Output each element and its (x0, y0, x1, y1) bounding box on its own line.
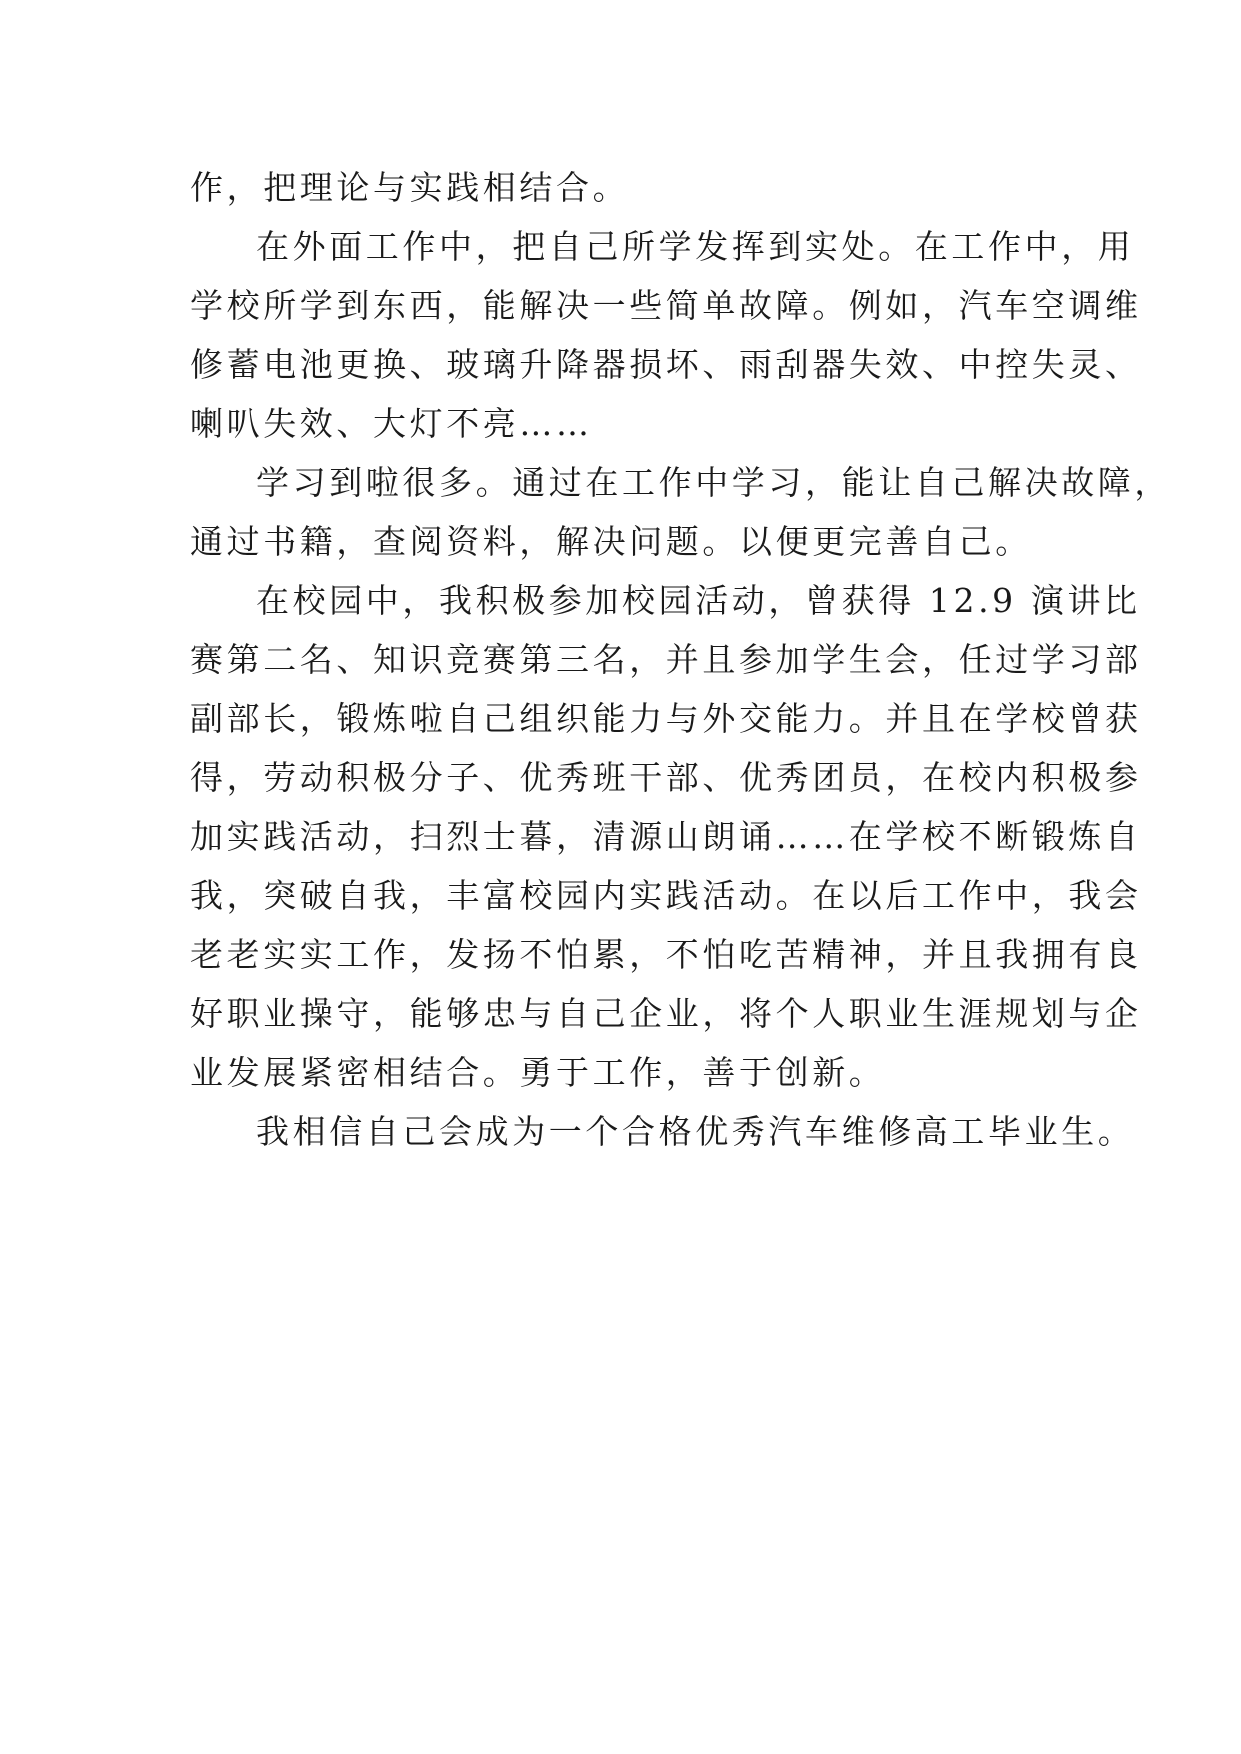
text-line: 喇叭失效、大灯不亮…… (190, 404, 593, 443)
text-line: 通过书籍，查阅资料，解决问题。以便更完善自己。 (190, 522, 1032, 561)
text-line: 我相信自己会成为一个合格优秀汽车维修高工毕业生。 (256, 1112, 1135, 1151)
text-line: 赛第二名、知识竞赛第三名，并且参加学生会，任过学习部 (190, 640, 1142, 679)
text-line: 我，突破自我，丰富校园内实践活动。在以后工作中，我会 (190, 876, 1142, 915)
text-line: 老老实实工作，发扬不怕累，不怕吃苦精神，并且我拥有良 (190, 935, 1142, 974)
text-line: 在校园中，我积极参加校园活动，曾获得 12.9 演讲比 (256, 581, 1141, 620)
text-line: 业发展紧密相结合。勇于工作，善于创新。 (190, 1053, 886, 1092)
text-line: 好职业操守，能够忠与自己企业，将个人职业生涯规划与企 (190, 994, 1142, 1033)
body-text (190, 158, 1171, 1161)
text-line: 学校所学到东西，能解决一些简单故障。例如，汽车空调维 (190, 286, 1142, 325)
text-line: 副部长，锻炼啦自己组织能力与外交能力。并且在学校曾获 (190, 699, 1142, 738)
text-line: 加实践活动，扫烈士暮，清源山朗诵……在学校不断锻炼自 (190, 817, 1142, 856)
text-line: 修蓄电池更换、玻璃升降器损坏、雨刮器失效、中控失灵、 (190, 345, 1142, 384)
text-line: 在外面工作中，把自己所学发挥到实处。在工作中，用 (256, 227, 1135, 266)
text-line: 作，把理论与实践相结合。 (190, 168, 630, 207)
text-line: 学习到啦很多。通过在工作中学习，能让自己解决故障， (256, 463, 1171, 502)
text-line: 得，劳动积极分子、优秀班干部、优秀团员，在校内积极参 (190, 758, 1142, 797)
